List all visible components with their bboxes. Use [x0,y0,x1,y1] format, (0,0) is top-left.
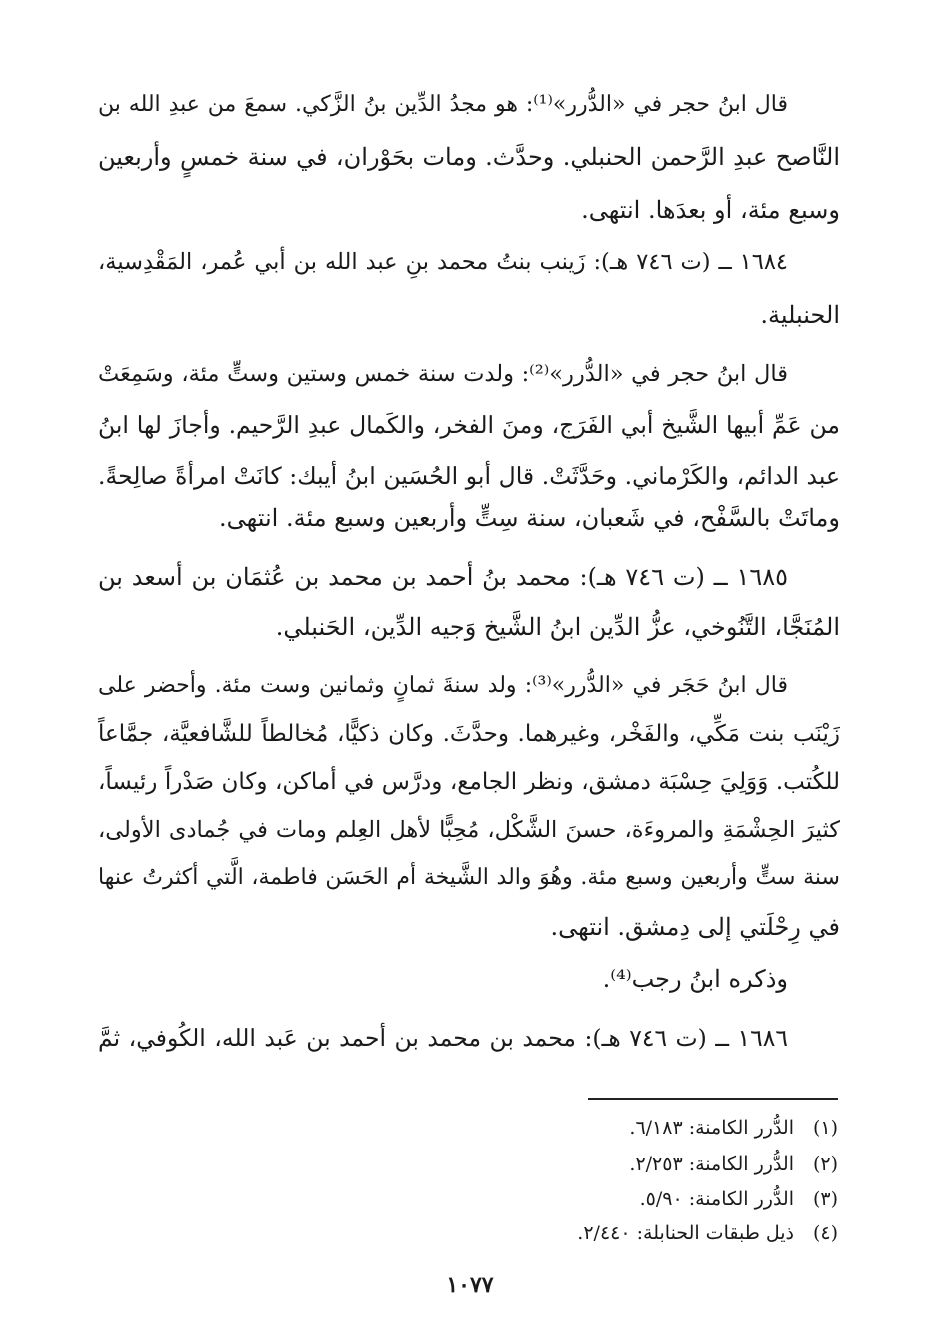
footnote-text: الدُّرر الكامنة: ٦/١٨٣. [629,1117,794,1139]
text-line: وماتَتْ بالسَّفْح، في شَعبان، سنة سِتٍّ وأربعين وسبع مئة. انتهى. [219,504,840,532]
footnote-item [538,1185,838,1213]
text-line: في رِحْلَتي إلى دِمشق. انتهى. [550,913,840,941]
text-line: وذكره ابنُ رجب⁽⁴⁾. [602,965,788,993]
text-line: ١٦٨٥ ــ (ت ٧٤٦ هـ): محمد بنُ أحمد بن محمد بن عُثمَان بن أسعد بن [98,563,788,591]
text-line: زَيْنَب بنت مَكِّي، والفَخْر، وغيرهما. وحدَّثَ. وكان ذكيًّا، مُخالطاً للشَّافعيَّة، جمَّاعاً [98,721,840,747]
text-line: ١٦٨٦ ــ (ت ٧٤٦ هـ): محمد بن محمد بن أحمد بن عَبد الله، الكُوفي، ثمَّ [98,1024,788,1052]
footnote-text: الدُّرر الكامنة: ٥/٩٠. [639,1188,794,1210]
footnote-number: (٣) [812,1188,838,1210]
text-line: كثيرَ الحِشْمَةِ والمروءَة، حسنَ الشَّكْل، مُحِبًّا لأهل العِلم ومات في جُمادى الأولى، [98,817,840,843]
text-line: عبد الدائم، والكَرْماني. وحَدَّثَتْ. قال أبو الحُسَين ابنُ أيبك: كانَتْ امرأةً صالِحةً. [98,462,840,490]
text-line: سنة ستٍّ وأربعين وسبع مئة. وهُوَ والد الشَّيخة أم الحَسَن فاطمة، الَّتي أكثرتُ عنها [98,865,840,890]
footnote-number: (١) [812,1117,838,1139]
text-line: قال ابنُ حجر في «الدُّرر»⁽¹⁾: هو مجدُ الدِّين بنُ الزَّكي. سمعَ من عبدِ الله بن [98,92,789,117]
footnote-item [538,1150,838,1178]
text-line: قال ابنُ حجر في «الدُّرر»⁽²⁾: ولدت سنة خمس وستين وستٍّ مئة، وسَمِعَتْ [98,361,788,387]
text-line: الحنبلية. [760,301,840,329]
footnote-text: ذيل طبقات الحنابلة: ٢/٤٤٠. [577,1222,794,1244]
text-line: من عَمِّ أبيها الشَّيخ أبي الفَرَج، ومنَ الفخر، والكَمال عبدِ الرَّحيم. وأجازَ لها ابنُ [98,411,840,439]
footnote-item [538,1219,838,1247]
footnote-number: (٤) [812,1222,838,1244]
text-line: ١٦٨٤ ــ (ت ٧٤٦ هـ): زَينب بنتُ محمد بنِ عبد الله بن أبي عُمر، المَقْدِسية، [98,249,788,275]
footnote-number: (٢) [812,1153,838,1175]
footnote-item [538,1114,838,1142]
footnote-text: الدُّرر الكامنة: ٢/٢٥٣. [629,1153,794,1175]
text-line: للكُتب. وَوَلِيَ حِسْبَة دمشق، ونظر الجامع، ودرَّس في أماكن، وكان صَدْراً رئيساً، [98,769,840,795]
footnote-separator [588,1098,838,1100]
page-number: ١٠٧٧ [446,1272,494,1298]
text-line: وسبع مئة، أو بعدَها. انتهى. [581,196,840,224]
text-line: قال ابنُ حَجَر في «الدُّرر»⁽³⁾: ولد سنةَ ثمانٍ وثمانين وست مئة. وأحضر على [98,673,789,698]
text-line: النَّاصح عبدِ الرَّحمن الحنبلي. وحدَّث. ومات بحَوْران، في سنة خمسٍ وأربعين [98,143,840,171]
text-line: المُنَجَّا، التَّنُوخي، عزُّ الدِّين ابنُ الشَّيخ وَجيه الدِّين، الحَنبلي. [275,613,840,641]
